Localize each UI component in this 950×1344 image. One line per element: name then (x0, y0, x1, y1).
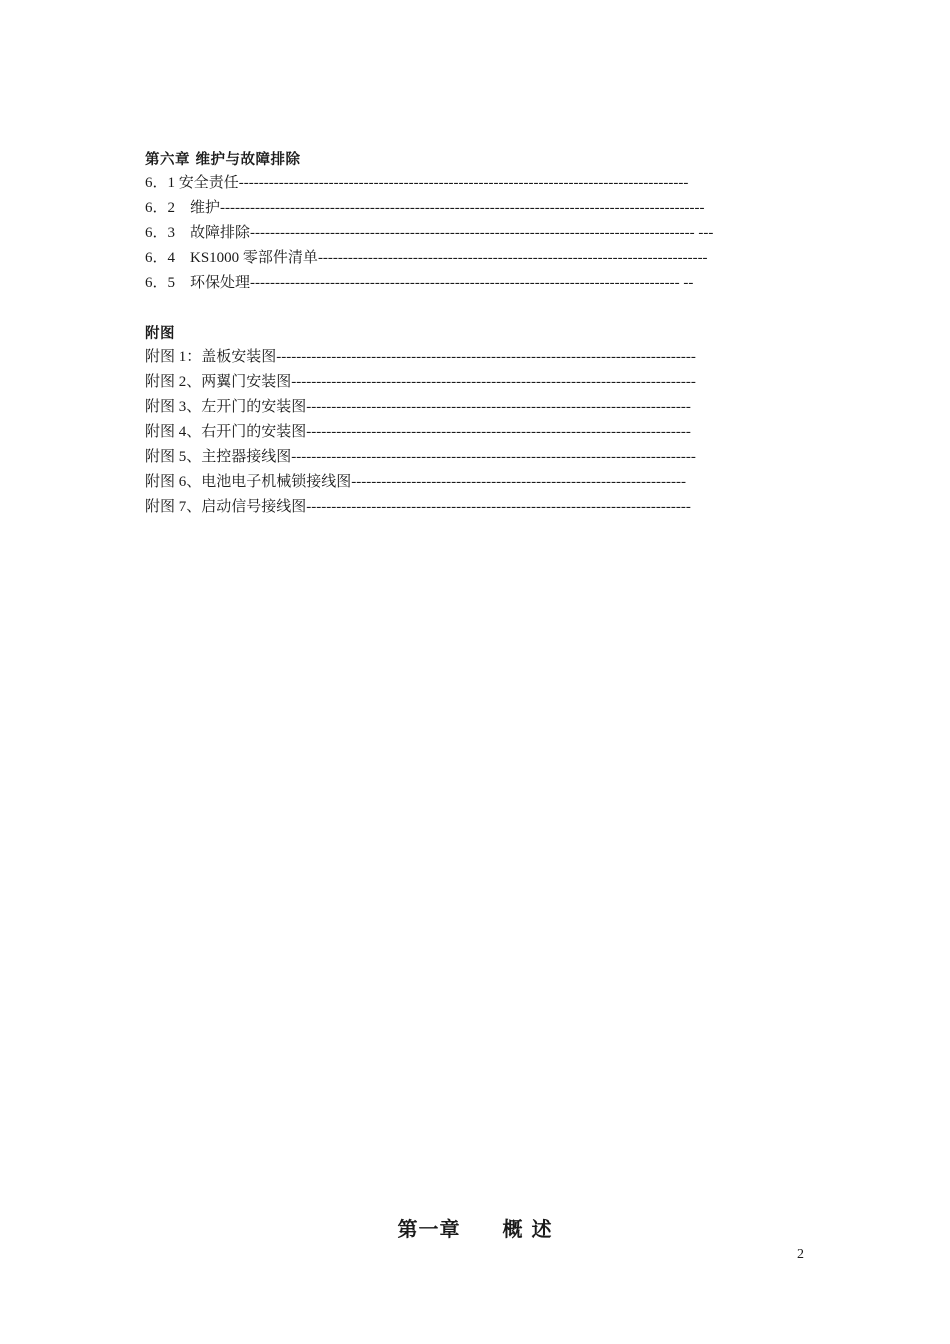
toc-leader: ----------------------------------------------------------------------------------------- --- (250, 225, 714, 241)
toc-leader: ------------------------------------------------------------------------------------------ (238, 175, 689, 191)
toc-leader: ------------------------------------------------------------------------------------ (276, 349, 696, 365)
toc-leader: ----------------------------------------------------------------------------- (306, 399, 691, 415)
page-number: 2 (797, 1247, 804, 1262)
toc-leader: ------------------------------------------------------------------------------------------------- (220, 200, 705, 216)
toc-leader: ----------------------------------------------------------------------------- (306, 424, 691, 440)
toc-entry-label: 附图 6、电池电子机械锁接线图 (145, 474, 352, 490)
toc-entry-label: 附图 7、启动信号接线图 (145, 499, 307, 515)
toc-entry-label: 附图 3、左开门的安装图 (145, 399, 307, 415)
toc-entry-label: 附图 2、两翼门安装图 (145, 374, 292, 390)
toc-entry-label: 6．5 环保处理 (145, 275, 251, 291)
toc-entry-label: 6．1 安全责任 (145, 175, 239, 191)
toc-entry (145, 246, 765, 271)
toc-entry-label: 附图 4、右开门的安装图 (145, 424, 307, 440)
toc-entry-label: 附图 5、主控器接线图 (145, 449, 292, 465)
toc-leader: ------------------------------------------------------------------------------ (317, 250, 708, 266)
toc-entry (145, 370, 765, 395)
toc-leader: ------------------------------------------------------------------- (351, 474, 686, 490)
toc-section-chapter-six (145, 149, 765, 296)
toc-entry (145, 345, 765, 370)
toc-leader: --------------------------------------------------------------------------------- (291, 449, 696, 465)
toc-section-appendix (145, 323, 765, 520)
section-heading: 第六章 维护与故障排除 (145, 152, 301, 168)
chapter-title: 第一章 概 述 (397, 1217, 553, 1241)
toc-entry (145, 470, 765, 495)
toc-leader: ----------------------------------------------------------------------------- (306, 499, 691, 515)
toc-entry (145, 445, 765, 470)
toc-entry (145, 221, 765, 246)
toc-entry (145, 171, 765, 196)
toc-entry (145, 495, 765, 520)
toc-entry-label: 附图 1：盖板安装图 (145, 349, 277, 365)
toc-entry-label: 6．4 KS1000 零部件清单 (145, 250, 318, 266)
toc-leader: --------------------------------------------------------------------------------- (291, 374, 696, 390)
toc-entry (145, 395, 765, 420)
toc-entry-label: 6．2 维护 (145, 200, 221, 216)
toc-leader: -------------------------------------------------------------------------------------- -- (250, 275, 694, 291)
toc-entry (145, 420, 765, 445)
toc-entry-label: 6．3 故障排除 (145, 225, 251, 241)
toc-entry (145, 196, 765, 221)
section-heading: 附图 (145, 326, 175, 342)
toc-entry (145, 271, 765, 296)
